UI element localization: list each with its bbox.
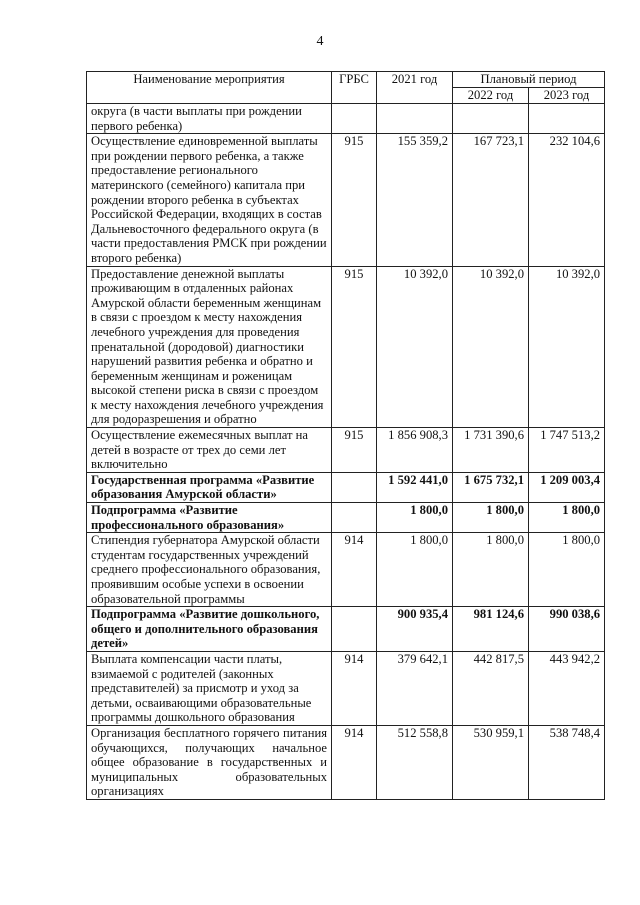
row-value-2021: 379 642,1 (377, 651, 453, 725)
row-grbs (332, 503, 377, 533)
row-value-2021: 10 392,0 (377, 266, 453, 428)
row-value-2023: 990 038,6 (529, 607, 605, 652)
row-value-2021: 512 558,8 (377, 725, 453, 799)
row-name: Выплата компенсации части платы, взимаемой с родителей (законных представителей) за присмотр и уход за детьми, осваивающими образовательные программы дошкольного образования (87, 651, 332, 725)
budget-table (86, 71, 605, 800)
row-value-2022: 167 723,1 (453, 134, 529, 266)
row-value-2021: 155 359,2 (377, 134, 453, 266)
row-name: Подпрограмма «Развитие профессионального образования» (87, 503, 332, 533)
table-row (87, 533, 605, 607)
table-row (87, 266, 605, 428)
row-value-2022: 1 731 390,6 (453, 428, 529, 473)
header-2021: 2021 год (377, 72, 453, 104)
row-value-2022: 1 675 732,1 (453, 472, 529, 502)
row-value-2021: 1 800,0 (377, 533, 453, 607)
row-value-2021: 1 800,0 (377, 503, 453, 533)
row-grbs: 915 (332, 266, 377, 428)
row-grbs: 915 (332, 428, 377, 473)
row-value-2022: 442 817,5 (453, 651, 529, 725)
row-grbs: 914 (332, 725, 377, 799)
row-name: Подпрограмма «Развитие дошкольного, общего и дополнительного образования детей» (87, 607, 332, 652)
row-value-2023: 10 392,0 (529, 266, 605, 428)
row-name: Осуществление единовременной выплаты при рождении первого ребенка, а также предоставление регионального материнского (семейного) капитала при рождении второго ребенка в субъектах Российской Федерации, входящих в состав Дальневосточного федерального округа (в части предоставления РМСК при рождении второго ребенка) (87, 134, 332, 266)
row-value-2023: 1 747 513,2 (529, 428, 605, 473)
row-value-2023: 443 942,2 (529, 651, 605, 725)
row-value-2023: 1 800,0 (529, 533, 605, 607)
row-value-2021: 1 592 441,0 (377, 472, 453, 502)
row-value-2021: 1 856 908,3 (377, 428, 453, 473)
row-value-2022: 10 392,0 (453, 266, 529, 428)
row-value-2022: 530 959,1 (453, 725, 529, 799)
row-value-2023 (529, 104, 605, 134)
table-row (87, 725, 605, 799)
row-name: Осуществление ежемесячных выплат на детей в возрасте от трех до семи лет включительно (87, 428, 332, 473)
row-value-2023: 1 209 003,4 (529, 472, 605, 502)
row-grbs (332, 104, 377, 134)
header-planned-period: Плановый период (453, 72, 605, 88)
page-number: 4 (316, 34, 324, 49)
table-row (87, 651, 605, 725)
header-2022: 2022 год (453, 88, 529, 104)
row-grbs (332, 607, 377, 652)
table-row (87, 472, 605, 502)
row-value-2023: 232 104,6 (529, 134, 605, 266)
row-name: Стипендия губернатора Амурской области студентам государственных учреждений среднего профессионального образования, проявившим особые успехи в освоении образовательной программы (87, 533, 332, 607)
table-row (87, 104, 605, 134)
table-row (87, 503, 605, 533)
row-value-2021 (377, 104, 453, 134)
row-grbs: 914 (332, 651, 377, 725)
table-row (87, 134, 605, 266)
row-name: Предоставление денежной выплаты проживающим в отдаленных районах Амурской области беременным женщинам в связи с проездом к месту нахождения лечебного учреждения для проведения пренатальной (дородовой) диагностики нарушений развития ребенка и обратно и беременным женщинам и роженицам высокой степени риска в связи с проездом к месту нахождения лечебного учреждения для родоразрешения и обратно (87, 266, 332, 428)
row-grbs (332, 472, 377, 502)
row-value-2022: 1 800,0 (453, 503, 529, 533)
row-name: Организация бесплатного горячего питания обучающихся, получающих начальное общее образование в государственных и муниципальных образовательных организациях (87, 725, 332, 799)
table-row (87, 607, 605, 652)
table-row (87, 428, 605, 473)
row-value-2023: 538 748,4 (529, 725, 605, 799)
row-value-2023: 1 800,0 (529, 503, 605, 533)
header-grbs: ГРБС (332, 72, 377, 104)
row-value-2022 (453, 104, 529, 134)
row-name: округа (в части выплаты при рождении первого ребенка) (87, 104, 332, 134)
row-value-2021: 900 935,4 (377, 607, 453, 652)
row-value-2022: 981 124,6 (453, 607, 529, 652)
header-name: Наименование мероприятия (87, 72, 332, 104)
header-2023: 2023 год (529, 88, 605, 104)
row-value-2022: 1 800,0 (453, 533, 529, 607)
row-name: Государственная программа «Развитие образования Амурской области» (87, 472, 332, 502)
header-row (87, 72, 605, 88)
row-grbs: 914 (332, 533, 377, 607)
row-grbs: 915 (332, 134, 377, 266)
